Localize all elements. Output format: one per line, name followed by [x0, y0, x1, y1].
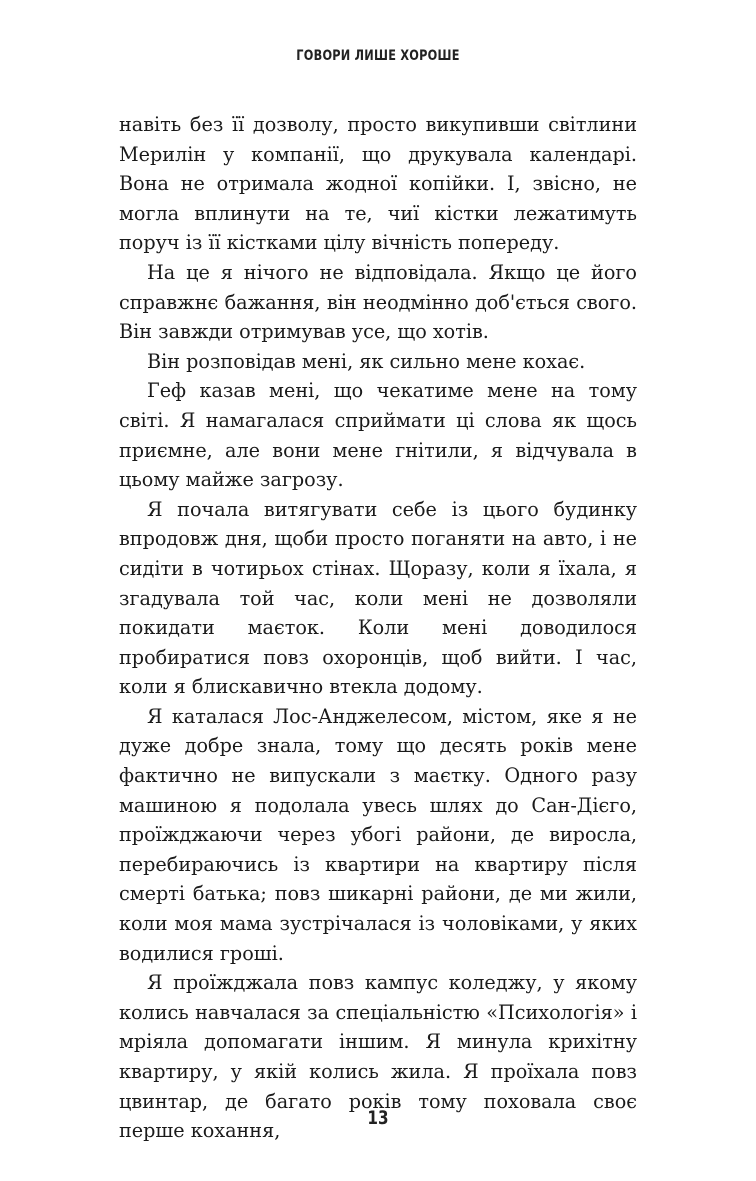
- running-head: ГОВОРИ ЛИШЕ ХОРОШЕ: [296, 48, 460, 64]
- paragraph-6: Я каталася Лос-Анджелесом, містом, яке я не дуже добре знала, тому що десять років мене фактично не випускали з маєтку. Одного разу машиною я подолала увесь шлях до Сан-Дієго, проїжджаючи через убогі райони, де виросла, перебираючись із квартири на квартиру після смерті батька; повз шикарні райони, де ми жили, коли моя мама зустрічалася із чоловіками, у яких водилися гроші.: [119, 704, 637, 965]
- paragraph-5: Я почала витягувати себе із цього будинку впродовж дня, щоби просто поганяти на авто, і не сидіти в чотирьох стінах. Щоразу, коли я їхала, я згадувала той час, коли мені не дозволяли покидати маєток. Коли мені доводилося пробиратися повз охоронців, щоб вийти. І час, коли я блискавично втекла додому.: [119, 497, 637, 699]
- paragraph-7: Я проїжджала повз кампус коледжу, у якому колись навчалася за спеціальністю «Психологія» і мріяла допомагати іншим. Я минула крихітну квартиру, у якій колись жила. Я проїхала повз цвинтар, де багато років тому поховала своє перше кохання,: [119, 971, 637, 1143]
- body-text: [119, 110, 637, 1146]
- page-number: 13: [367, 1107, 389, 1129]
- paragraph-3: Він розповідав мені, як сильно мене кохає.: [147, 349, 586, 373]
- paragraph-2: На це я нічого не відповідала. Якщо це його справжнє бажання, він неодмінно доб'ється свого. Він завжди отримував усе, що хотів.: [119, 260, 637, 344]
- paragraph-4: Геф казав мені, що чекатиме мене на тому світі. Я намагалася сприймати ці слова як щось приємне, але вони мене гнітили, я відчувала в цьому майже загрозу.: [119, 379, 637, 492]
- paragraph-1-continued: навіть без її дозволу, просто викупивши світлини Мерилін у компанії, що друкувала календарі. Вона не отримала жодної копійки. І, звісно, не могла вплинути на те, чиї кістки лежатимуть поруч із її кістками цілу вічність попереду.: [119, 113, 637, 255]
